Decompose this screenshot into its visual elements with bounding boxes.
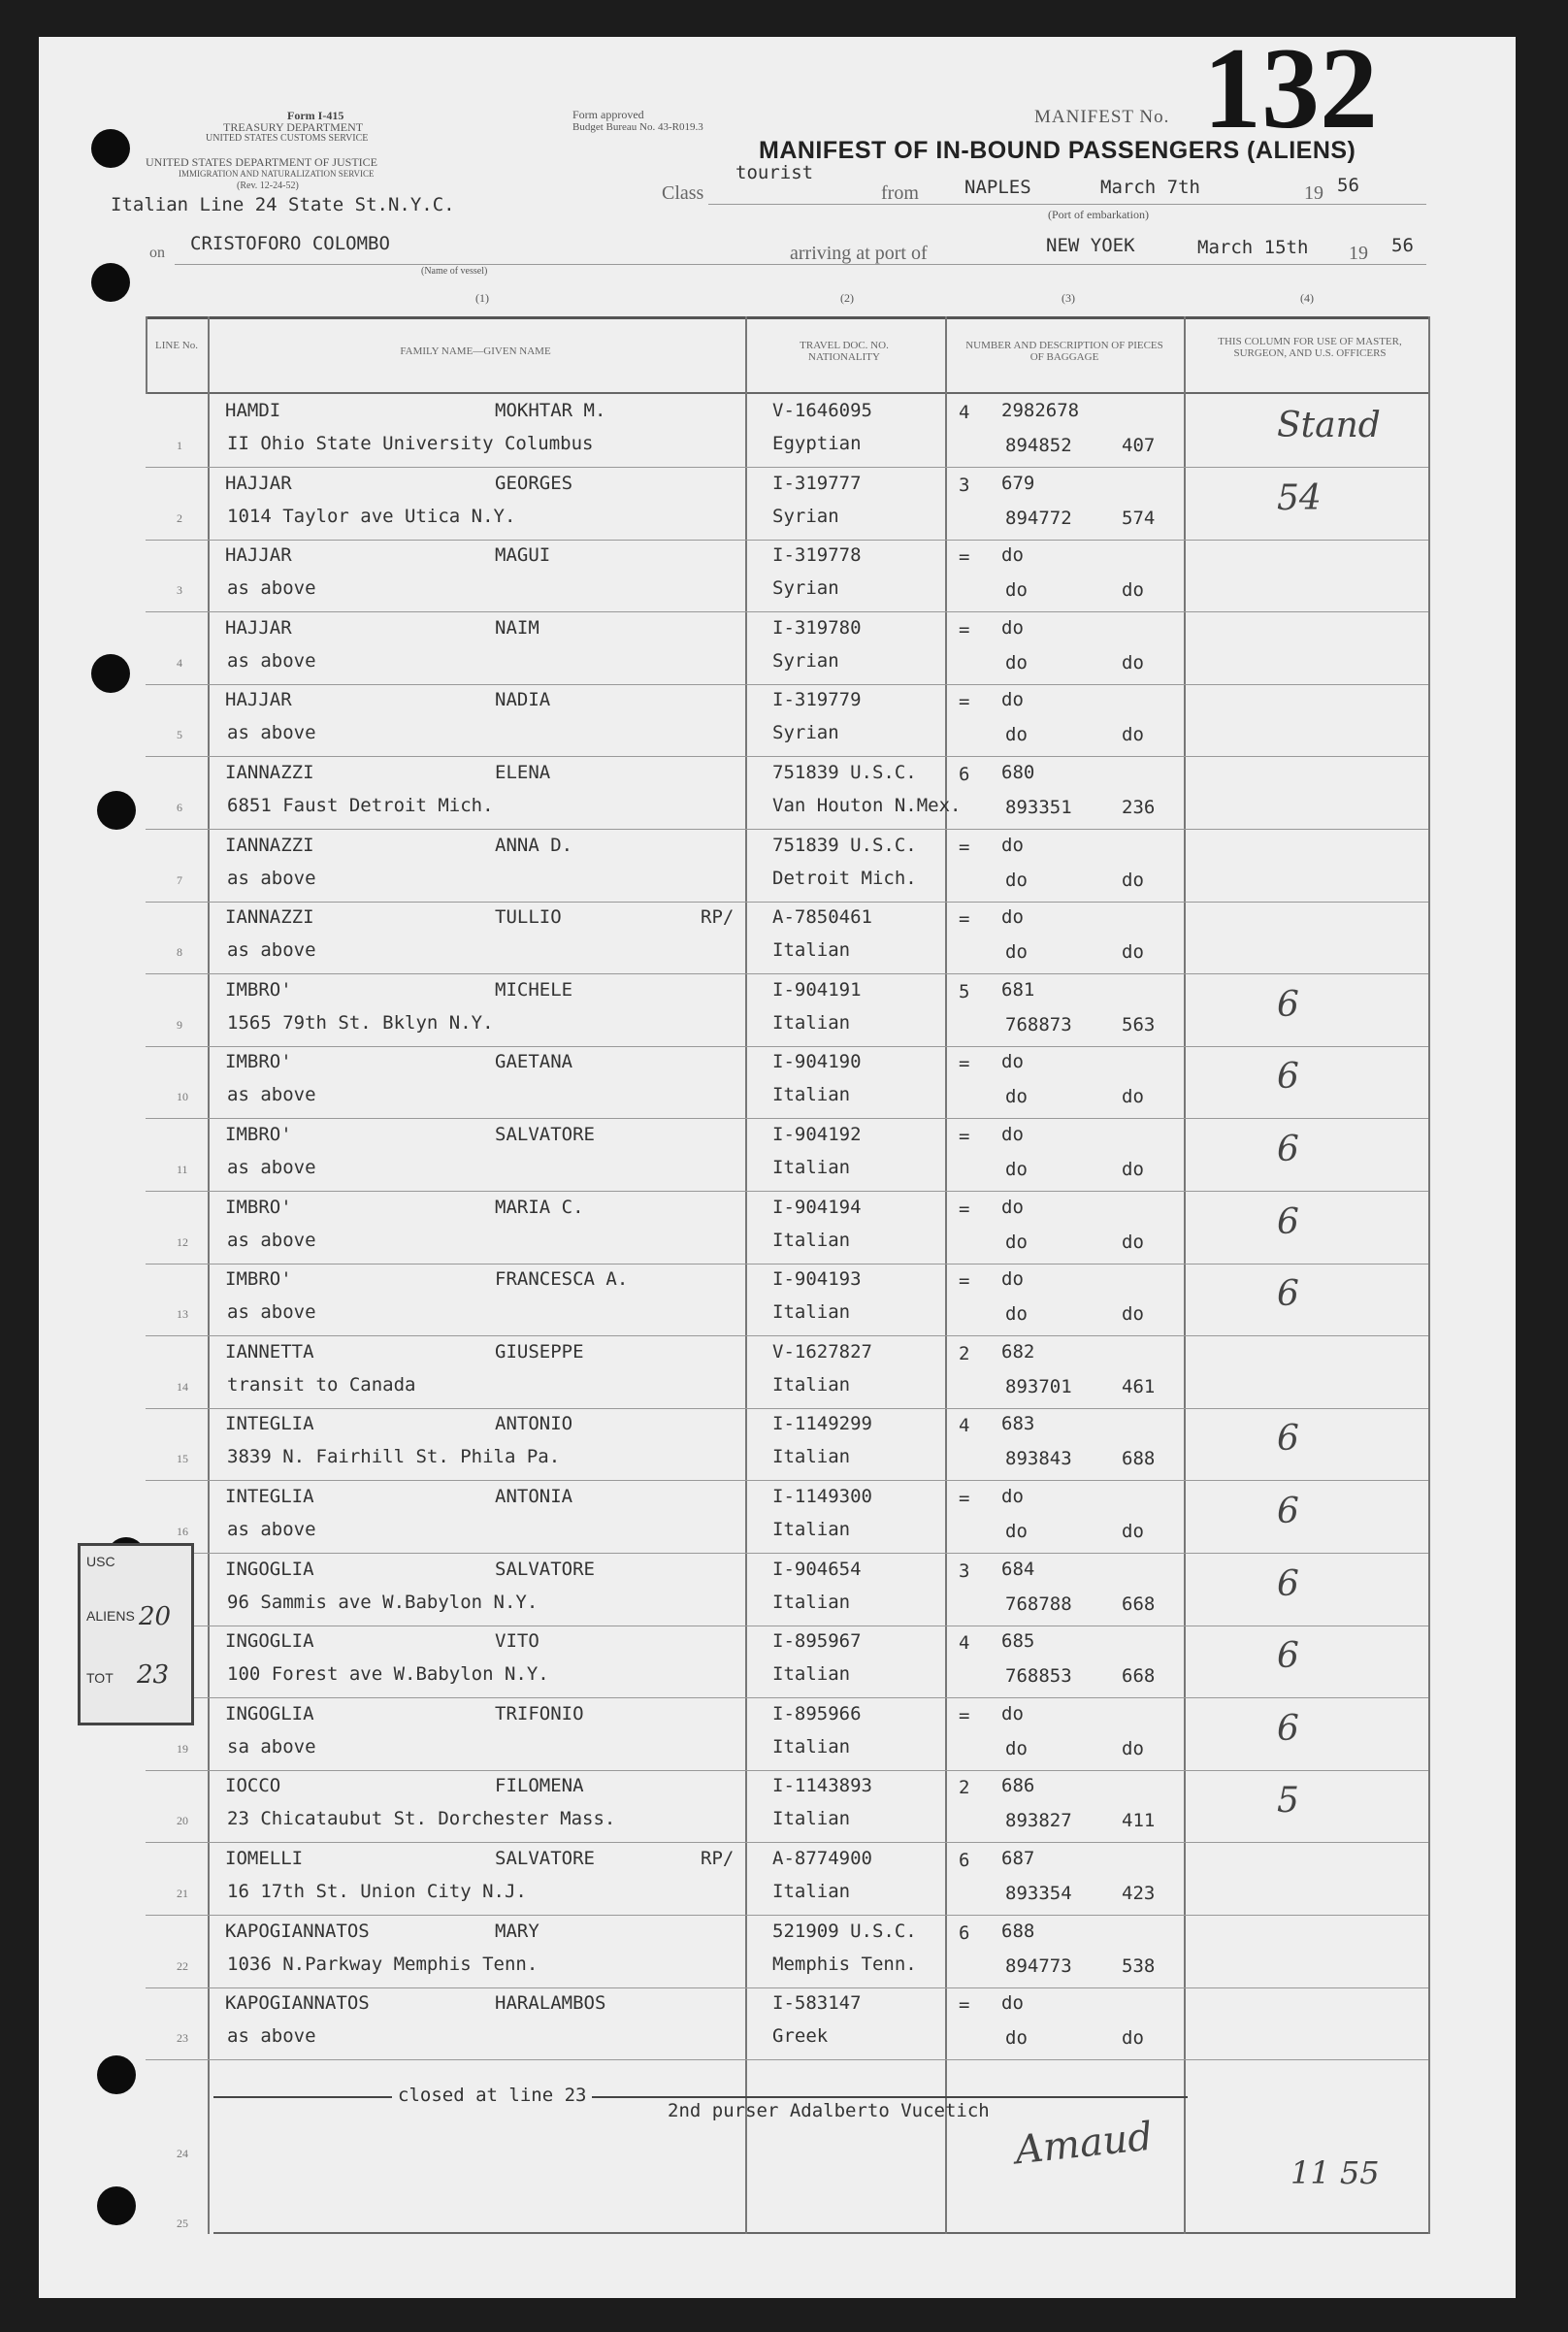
family-name: INGOGLIA (225, 1630, 314, 1652)
baggage-pieces: = (959, 908, 970, 930)
baggage-number: do (1005, 579, 1028, 601)
line-number: 15 (177, 1452, 188, 1465)
manifest-label: MANIFEST No. (1034, 107, 1170, 127)
family-name: IANNAZZI (225, 906, 314, 928)
baggage-tag: 685 (1001, 1630, 1035, 1652)
baggage-number: do (1005, 1159, 1028, 1180)
family-name: INGOGLIA (225, 1703, 314, 1724)
baggage-weight: 423 (1122, 1883, 1156, 1904)
line-number: 21 (177, 1887, 188, 1900)
nationality: Detroit Mich. (772, 868, 917, 889)
baggage-number: do (1005, 724, 1028, 745)
address: as above (227, 1157, 316, 1178)
baggage-weight: do (1122, 1521, 1144, 1542)
travel-doc-number: I-904194 (772, 1197, 862, 1218)
official-mark: 6 (1277, 1274, 1299, 1314)
nationality: Italian (772, 939, 851, 961)
nationality: Syrian (772, 577, 839, 599)
nationality: Van Houton N.Mex. (772, 795, 962, 816)
given-name: MAGUI (495, 544, 551, 566)
official-mark: 6 (1277, 1202, 1299, 1242)
travel-doc-number: I-319777 (772, 473, 862, 494)
baggage-weight: do (1122, 1738, 1144, 1759)
punch-hole (97, 2055, 136, 2094)
baggage-tag: 680 (1001, 762, 1035, 783)
given-name: MARY (495, 1921, 539, 1942)
travel-doc-number: I-904193 (772, 1268, 862, 1290)
baggage-pieces: 2 (959, 1777, 970, 1798)
family-name: INGOGLIA (225, 1559, 314, 1580)
baggage-weight: 668 (1122, 1593, 1156, 1615)
baggage-weight: do (1122, 652, 1144, 673)
alien-count-stamp (78, 1543, 194, 1725)
baggage-pieces: 6 (959, 764, 970, 785)
baggage-number: 894773 (1005, 1955, 1072, 1977)
col-header-travel-doc: TRAVEL DOC. NO. NATIONALITY (800, 340, 889, 363)
baggage-number: 893843 (1005, 1448, 1072, 1469)
baggage-weight: do (1122, 1086, 1144, 1107)
given-name: ANTONIA (495, 1486, 573, 1507)
baggage-weight: 538 (1122, 1955, 1156, 1977)
family-name: HAJJAR (225, 617, 292, 639)
col-header-official-use: THIS COLUMN FOR USE OF MASTER, SURGEON, AND U.S. OFFICERS (1218, 336, 1402, 359)
family-name: INTEGLIA (225, 1413, 314, 1434)
travel-doc-number: V-1646095 (772, 400, 872, 421)
port-of-embarkation: NAPLES (964, 177, 1031, 198)
address: sa above (227, 1736, 316, 1757)
col-num-1: (1) (475, 291, 489, 305)
family-name: IMBRO' (225, 1268, 292, 1290)
punch-hole (97, 791, 136, 830)
baggage-pieces: = (959, 1705, 970, 1726)
given-name: SALVATORE (495, 1848, 595, 1869)
from-label: from (881, 182, 919, 204)
address: II Ohio State University Columbus (227, 433, 594, 454)
stamp-total-value: 23 (137, 1660, 170, 1690)
travel-doc-number: I-1149300 (772, 1486, 872, 1507)
baggage-pieces: = (959, 691, 970, 712)
form-number: Form I-415 (287, 109, 344, 122)
line-number: 1 (177, 439, 182, 452)
family-name: INTEGLIA (225, 1486, 314, 1507)
official-mark: 54 (1277, 478, 1322, 518)
baggage-weight: do (1122, 1159, 1144, 1180)
address: as above (227, 1301, 316, 1323)
official-mark: 6 (1277, 1057, 1299, 1097)
address: as above (227, 868, 316, 889)
baggage-tag: do (1001, 617, 1024, 639)
baggage-number: 893701 (1005, 1376, 1072, 1397)
travel-doc-number: 521909 U.S.C. (772, 1921, 917, 1942)
col-header-name: FAMILY NAME—GIVEN NAME (400, 345, 551, 357)
baggage-number: 893354 (1005, 1883, 1072, 1904)
given-name: ANNA D. (495, 835, 573, 856)
official-mark: 6 (1277, 1419, 1299, 1459)
baggage-tag: 2982678 (1001, 400, 1080, 421)
baggage-number: do (1005, 1521, 1028, 1542)
baggage-weight: do (1122, 579, 1144, 601)
family-name: IANNAZZI (225, 762, 314, 783)
line-number: 7 (177, 873, 182, 887)
baggage-weight: 563 (1122, 1014, 1156, 1035)
stamp-aliens-value: 20 (139, 1602, 172, 1631)
travel-doc-number: I-1143893 (772, 1775, 872, 1796)
nationality: Memphis Tenn. (772, 1954, 917, 1975)
baggage-pieces: 3 (959, 1560, 970, 1582)
travel-doc-number: V-1627827 (772, 1341, 872, 1363)
family-name: HAJJAR (225, 473, 292, 494)
baggage-number: do (1005, 941, 1028, 963)
family-name: HAJJAR (225, 544, 292, 566)
travel-doc-number: A-8774900 (772, 1848, 872, 1869)
line-number: 9 (177, 1018, 182, 1032)
nationality: Italian (772, 1808, 851, 1829)
address: 23 Chicataubut St. Dorchester Mass. (227, 1808, 616, 1829)
given-name: VITO (495, 1630, 539, 1652)
col-num-4: (4) (1300, 291, 1314, 305)
line-number: 10 (177, 1090, 188, 1103)
line-number: 12 (177, 1235, 188, 1249)
given-name: TRIFONIO (495, 1703, 584, 1724)
address: 1014 Taylor ave Utica N.Y. (227, 506, 516, 527)
baggage-number: 893351 (1005, 797, 1072, 818)
baggage-weight: do (1122, 724, 1144, 745)
given-name: FILOMENA (495, 1775, 584, 1796)
baggage-pieces: 3 (959, 475, 970, 496)
nationality: Italian (772, 1446, 851, 1467)
given-name: SALVATORE (495, 1559, 595, 1580)
nationality: Greek (772, 2025, 829, 2047)
official-mark: 5 (1277, 1781, 1299, 1821)
address: as above (227, 1084, 316, 1105)
address: as above (227, 1230, 316, 1251)
travel-doc-number: I-319780 (772, 617, 862, 639)
baggage-tag: 686 (1001, 1775, 1035, 1796)
baggage-tag: 687 (1001, 1848, 1035, 1869)
baggage-pieces: = (959, 1488, 970, 1509)
nationality: Italian (772, 1230, 851, 1251)
rp-code: RP/ (701, 906, 735, 928)
port-embark-caption: (Port of embarkation) (1048, 208, 1149, 221)
given-name: ELENA (495, 762, 551, 783)
travel-doc-number: I-319778 (772, 544, 862, 566)
address: transit to Canada (227, 1374, 416, 1396)
nationality: Italian (772, 1592, 851, 1613)
baggage-tag: do (1001, 1268, 1024, 1290)
address: 16 17th St. Union City N.J. (227, 1881, 527, 1902)
justice-dept: UNITED STATES DEPARTMENT OF JUSTICE (146, 155, 378, 169)
baggage-weight: do (1122, 870, 1144, 891)
given-name: ANTONIO (495, 1413, 573, 1434)
nationality: Syrian (772, 506, 839, 527)
baggage-number: do (1005, 1738, 1028, 1759)
baggage-tag: do (1001, 1051, 1024, 1072)
address: 96 Sammis ave W.Babylon N.Y. (227, 1592, 539, 1613)
nationality: Syrian (772, 650, 839, 672)
baggage-weight: 411 (1122, 1810, 1156, 1831)
travel-doc-number: I-1149299 (772, 1413, 872, 1434)
class-label: Class (662, 182, 704, 204)
baggage-number: 894852 (1005, 435, 1072, 456)
official-mark: Stand (1277, 406, 1381, 445)
official-mark: 6 (1277, 1130, 1299, 1169)
given-name: GIUSEPPE (495, 1341, 584, 1363)
form-approved: Form approved (572, 108, 644, 121)
baggage-tag: do (1001, 1197, 1024, 1218)
baggage-tag: 682 (1001, 1341, 1035, 1363)
travel-doc-number: I-583147 (772, 1992, 862, 2014)
baggage-tag: do (1001, 1124, 1024, 1145)
purser-note: 2nd purser Adalberto Vucetich (668, 2100, 990, 2121)
manifest-number: 132 (1203, 23, 1378, 152)
baggage-pieces: 4 (959, 402, 970, 423)
travel-doc-number: 751839 U.S.C. (772, 835, 917, 856)
baggage-pieces: = (959, 619, 970, 640)
travel-doc-number: I-319779 (772, 689, 862, 710)
travel-doc-number: I-895966 (772, 1703, 862, 1724)
line-number: 19 (177, 1742, 188, 1756)
baggage-pieces: = (959, 1270, 970, 1292)
punch-hole (91, 263, 130, 302)
arriving-label: arriving at port of (790, 243, 928, 264)
line-number: 20 (177, 1814, 188, 1827)
baggage-number: do (1005, 1086, 1028, 1107)
line-number-25: 25 (177, 2217, 188, 2230)
nationality: Italian (772, 1012, 851, 1034)
form-revision: (Rev. 12-24-52) (237, 181, 299, 191)
official-mark: 6 (1277, 1492, 1299, 1531)
page-title: MANIFEST OF IN-BOUND PASSENGERS (ALIENS) (759, 137, 1356, 164)
nationality: Syrian (772, 722, 839, 743)
address: 1036 N.Parkway Memphis Tenn. (227, 1954, 539, 1975)
address: 3839 N. Fairhill St. Phila Pa. (227, 1446, 561, 1467)
baggage-pieces: = (959, 837, 970, 858)
stamp-aliens-label: ALIENS (86, 1608, 135, 1624)
baggage-number: 893827 (1005, 1810, 1072, 1831)
baggage-pieces: = (959, 546, 970, 568)
family-name: IOCCO (225, 1775, 281, 1796)
baggage-number: do (1005, 1232, 1028, 1253)
nationality: Italian (772, 1157, 851, 1178)
baggage-pieces: = (959, 1199, 970, 1220)
punch-hole (91, 654, 130, 693)
stamp-total-label: TOT (86, 1670, 114, 1686)
col-num-3: (3) (1062, 291, 1075, 305)
travel-doc-number: A-7850461 (772, 906, 872, 928)
embarkation-year: 56 (1337, 175, 1359, 196)
travel-doc-number: I-904191 (772, 979, 862, 1001)
line-number: 6 (177, 801, 182, 814)
given-name: MOKHTAR M. (495, 400, 606, 421)
col-num-2: (2) (840, 291, 854, 305)
baggage-tag: 684 (1001, 1559, 1035, 1580)
travel-doc-number: I-904654 (772, 1559, 862, 1580)
baggage-tag: do (1001, 906, 1024, 928)
baggage-number: 768853 (1005, 1665, 1072, 1687)
nationality: Italian (772, 1301, 851, 1323)
family-name: HAMDI (225, 400, 281, 421)
travel-doc-number: I-904192 (772, 1124, 862, 1145)
steamship-agent: Italian Line 24 State St.N.Y.C. (111, 194, 455, 215)
treasury-dept: TREASURY DEPARTMENT (223, 120, 364, 134)
punch-hole (97, 2186, 136, 2225)
address: as above (227, 577, 316, 599)
baggage-tag: 679 (1001, 473, 1035, 494)
baggage-pieces: 2 (959, 1343, 970, 1364)
baggage-tag: do (1001, 689, 1024, 710)
baggage-weight: 574 (1122, 508, 1156, 529)
handwritten-annotation: 11 55 (1290, 2154, 1380, 2191)
family-name: IANNETTA (225, 1341, 314, 1363)
baggage-tag: do (1001, 1992, 1024, 2014)
arrival-date: March 15th (1197, 237, 1309, 258)
baggage-weight: 236 (1122, 797, 1156, 818)
baggage-weight: do (1122, 1232, 1144, 1253)
embark-year-prefix: 19 (1304, 182, 1323, 204)
official-mark: 6 (1277, 1564, 1299, 1604)
address: 1565 79th St. Bklyn N.Y. (227, 1012, 494, 1034)
family-name: IMBRO' (225, 979, 292, 1001)
given-name: TULLIO (495, 906, 562, 928)
baggage-number: 894772 (1005, 508, 1072, 529)
baggage-number: do (1005, 1303, 1028, 1325)
baggage-tag: do (1001, 544, 1024, 566)
nationality: Italian (772, 1736, 851, 1757)
baggage-tag: do (1001, 1703, 1024, 1724)
family-name: KAPOGIANNATOS (225, 1921, 370, 1942)
address: 6851 Faust Detroit Mich. (227, 795, 494, 816)
line-number: 2 (177, 511, 182, 525)
vessel-name: CRISTOFORO COLOMBO (190, 233, 390, 254)
line-number: 23 (177, 2031, 188, 2045)
budget-bureau: Budget Bureau No. 43-R019.3 (572, 121, 703, 133)
nationality: Italian (772, 1519, 851, 1540)
line-number: 3 (177, 583, 182, 597)
family-name: IANNAZZI (225, 835, 314, 856)
given-name: NAIM (495, 617, 539, 639)
official-mark: 6 (1277, 1709, 1299, 1749)
on-label: on (149, 245, 165, 261)
ins-service: IMMIGRATION AND NATURALIZATION SERVICE (179, 169, 375, 179)
travel-doc-number: I-895967 (772, 1630, 862, 1652)
baggage-weight: 407 (1122, 435, 1156, 456)
punch-hole (91, 129, 130, 168)
given-name: FRANCESCA A. (495, 1268, 629, 1290)
travel-doc-number: 751839 U.S.C. (772, 762, 917, 783)
class-value: tourist (735, 162, 814, 183)
given-name: SALVATORE (495, 1124, 595, 1145)
baggage-pieces: = (959, 1126, 970, 1147)
baggage-tag: 683 (1001, 1413, 1035, 1434)
baggage-tag: do (1001, 835, 1024, 856)
vessel-caption: (Name of vessel) (421, 266, 488, 277)
baggage-number: do (1005, 2027, 1028, 2049)
family-name: HAJJAR (225, 689, 292, 710)
address: as above (227, 722, 316, 743)
given-name: GAETANA (495, 1051, 573, 1072)
official-mark: 6 (1277, 1636, 1299, 1676)
address: as above (227, 650, 316, 672)
closed-line-note: closed at line 23 (392, 2085, 592, 2106)
baggage-weight: 461 (1122, 1376, 1156, 1397)
port-of-arrival: NEW YOEK (1046, 235, 1135, 256)
family-name: IOMELLI (225, 1848, 304, 1869)
family-name: KAPOGIANNATOS (225, 1992, 370, 2014)
rp-code: RP/ (701, 1848, 735, 1869)
baggage-weight: 688 (1122, 1448, 1156, 1469)
embarkation-date: March 7th (1100, 177, 1200, 198)
family-name: IMBRO' (225, 1197, 292, 1218)
nationality: Italian (772, 1084, 851, 1105)
baggage-weight: 668 (1122, 1665, 1156, 1687)
arrival-year-prefix: 19 (1349, 243, 1368, 264)
line-number: 14 (177, 1380, 188, 1394)
stamp-usc: USC (86, 1554, 115, 1569)
given-name: MICHELE (495, 979, 573, 1001)
baggage-number: do (1005, 652, 1028, 673)
col-header-baggage: NUMBER AND DESCRIPTION OF PIECES OF BAGGAGE (965, 340, 1163, 363)
line-number: 16 (177, 1525, 188, 1538)
line-number: 22 (177, 1959, 188, 1973)
line-number: 11 (177, 1163, 188, 1176)
address: as above (227, 939, 316, 961)
baggage-weight: do (1122, 1303, 1144, 1325)
given-name: MARIA C. (495, 1197, 584, 1218)
baggage-number: 768788 (1005, 1593, 1072, 1615)
line-number: 5 (177, 728, 182, 741)
baggage-pieces: = (959, 1053, 970, 1074)
line-number: 13 (177, 1307, 188, 1321)
baggage-weight: do (1122, 2027, 1144, 2049)
baggage-pieces: 4 (959, 1632, 970, 1654)
given-name: GEORGES (495, 473, 573, 494)
nationality: Italian (772, 1881, 851, 1902)
baggage-pieces: 6 (959, 1850, 970, 1871)
given-name: NADIA (495, 689, 551, 710)
line-number-24: 24 (177, 2147, 188, 2160)
baggage-tag: do (1001, 1486, 1024, 1507)
col-header-line: LINE No. (155, 340, 198, 351)
baggage-pieces: 4 (959, 1415, 970, 1436)
address: as above (227, 2025, 316, 2047)
baggage-tag: 688 (1001, 1921, 1035, 1942)
official-mark: 6 (1277, 985, 1299, 1025)
travel-doc-number: I-904190 (772, 1051, 862, 1072)
address: 100 Forest ave W.Babylon N.Y. (227, 1663, 549, 1685)
arrival-year: 56 (1391, 235, 1414, 256)
line-number: 4 (177, 656, 182, 670)
nationality: Italian (772, 1663, 851, 1685)
baggage-pieces: 5 (959, 981, 970, 1002)
nationality: Egyptian (772, 433, 862, 454)
line-number: 8 (177, 945, 182, 959)
given-name: HARALAMBOS (495, 1992, 606, 2014)
family-name: IMBRO' (225, 1051, 292, 1072)
baggage-pieces: 6 (959, 1922, 970, 1944)
baggage-weight: do (1122, 941, 1144, 963)
officer-signature: Amaud (1012, 2114, 1156, 2174)
baggage-tag: 681 (1001, 979, 1035, 1001)
family-name: IMBRO' (225, 1124, 292, 1145)
baggage-number: 768873 (1005, 1014, 1072, 1035)
baggage-number: do (1005, 870, 1028, 891)
customs-service: UNITED STATES CUSTOMS SERVICE (206, 133, 369, 144)
baggage-pieces: = (959, 1994, 970, 2016)
nationality: Italian (772, 1374, 851, 1396)
address: as above (227, 1519, 316, 1540)
